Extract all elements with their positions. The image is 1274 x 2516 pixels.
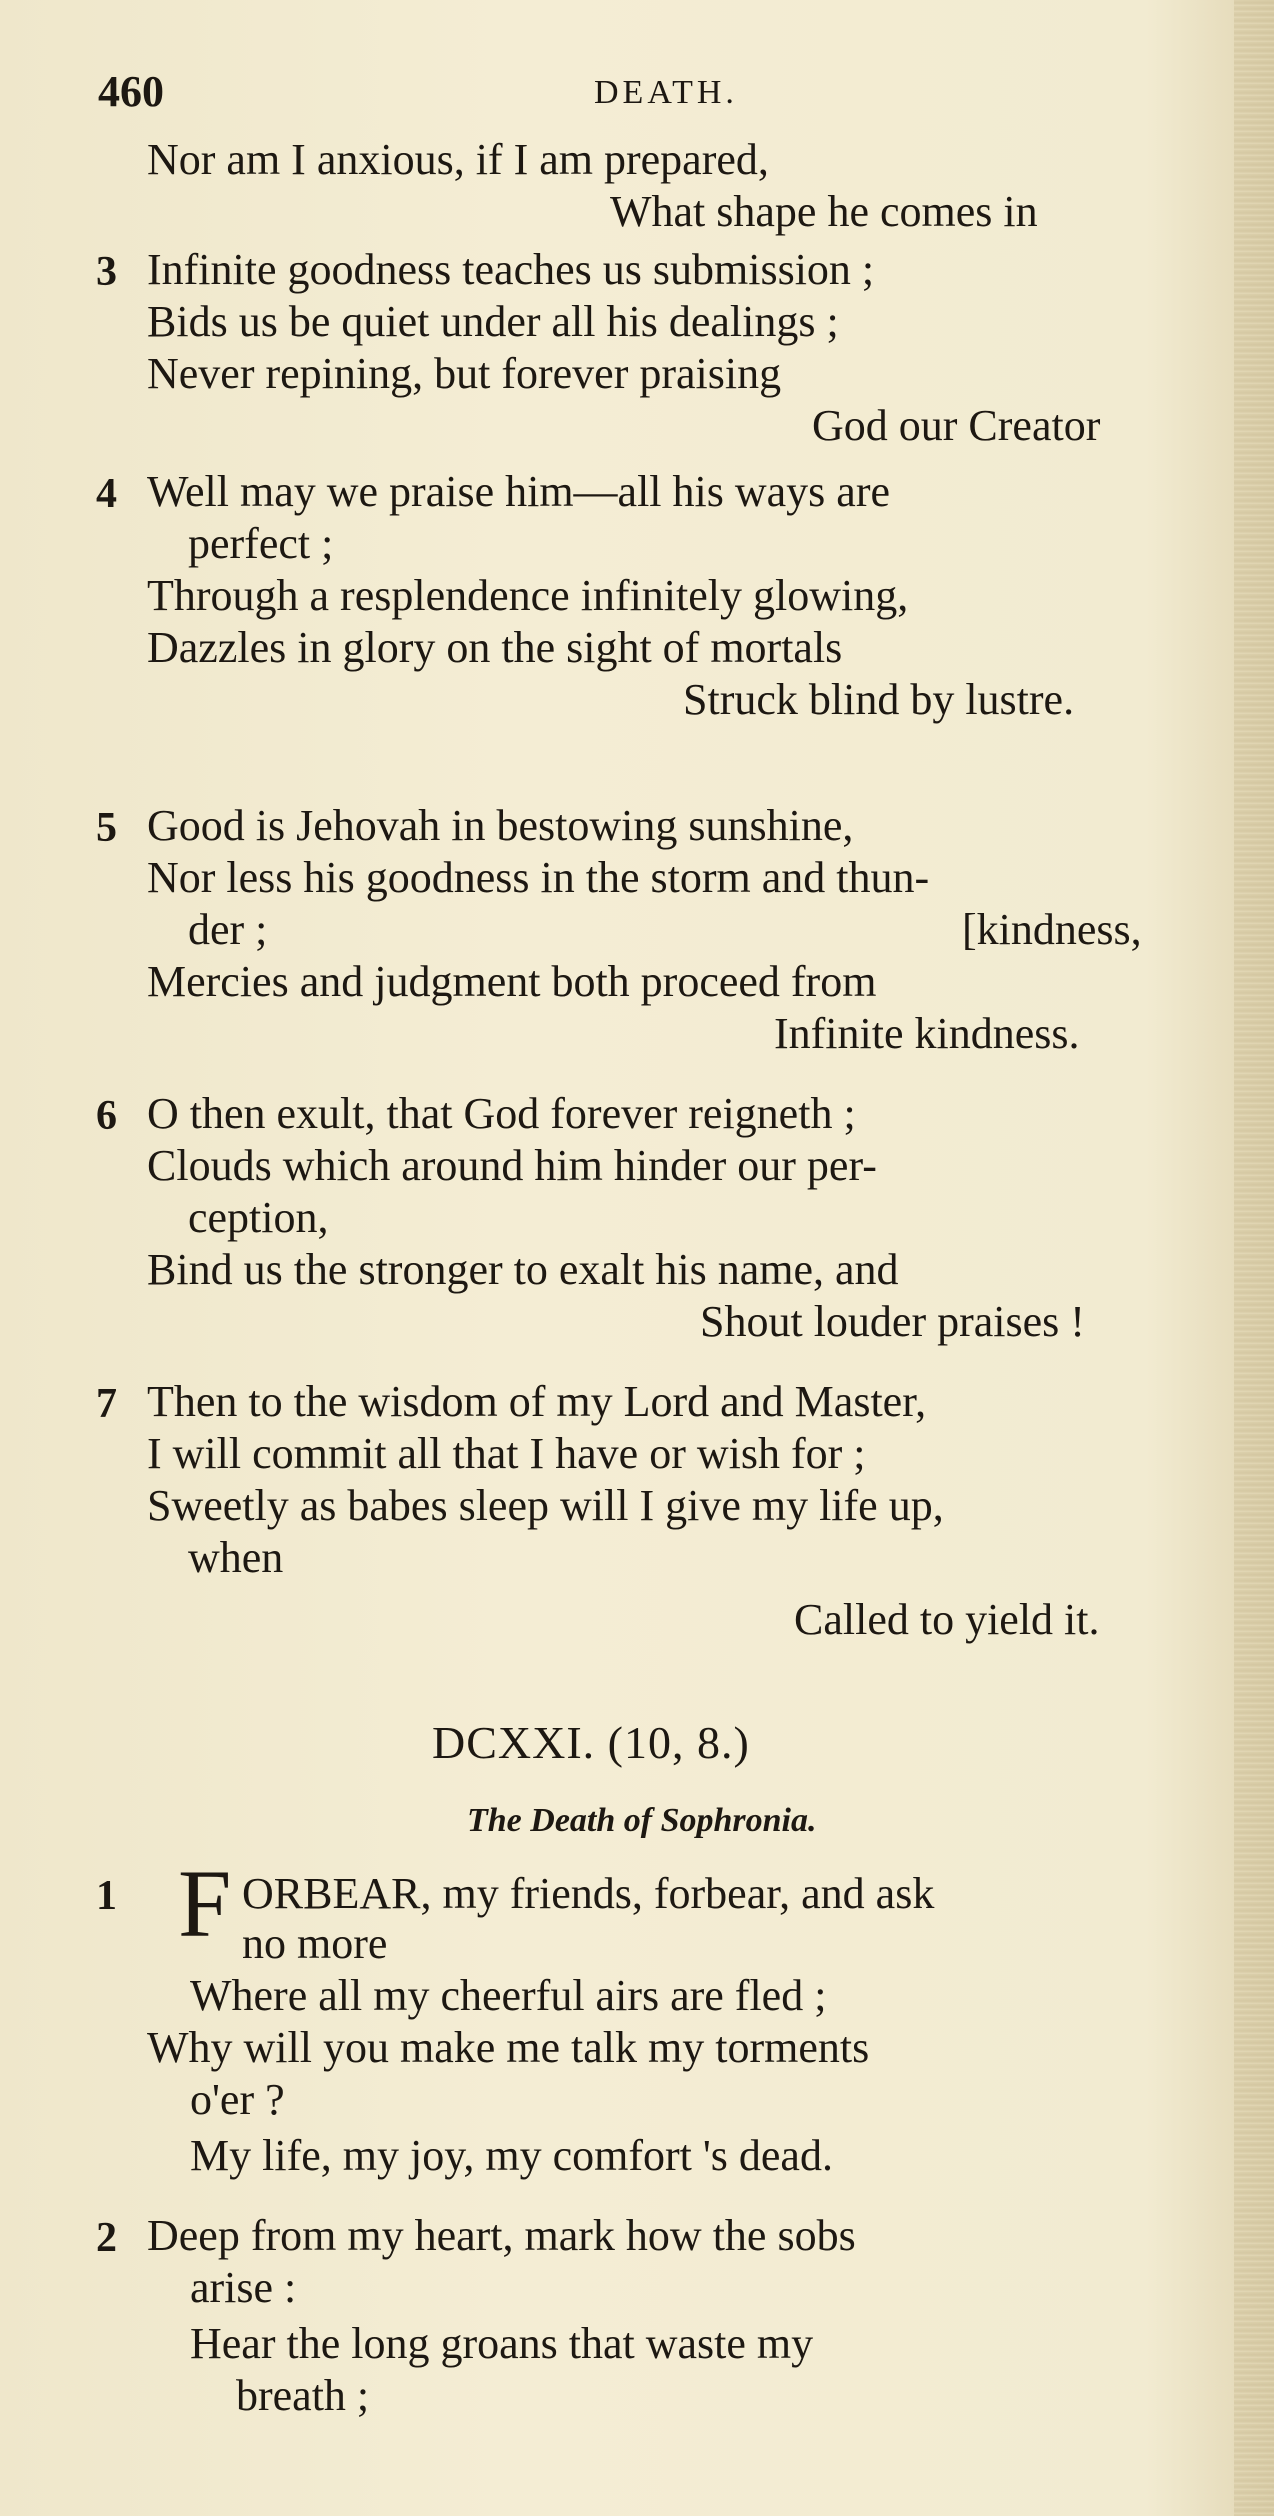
verse-line: Then to the wisdom of my Lord and Master, [147,1377,927,1426]
verse-line: Sweetly as babes sleep will I give my life up, [147,1481,944,1530]
verse-line: Good is Jehovah in bestowing sunshine, [147,801,854,850]
verse-line: Called to yield it. [794,1595,1100,1644]
verse-line: My life, my joy, my comfort 's dead. [190,2131,833,2180]
page-number: 460 [98,67,164,116]
verse-line: arise : [190,2263,297,2312]
hymn-subtitle: The Death of Sophronia. [467,1802,817,1839]
verse-line: ception, [188,1193,329,1242]
stanza-number: 3 [96,249,117,295]
verse-line: Nor am I anxious, if I am prepared, [147,135,769,184]
running-title: DEATH. [594,74,738,111]
drop-cap: F [178,1850,232,1957]
stanza-number: 5 [96,805,117,851]
verse-line: o'er ? [190,2075,285,2124]
stanza-number: 6 [96,1093,117,1139]
stanza-number: 2 [96,2215,117,2261]
verse-line: Nor less his goodness in the storm and thun- [147,853,930,902]
verse-line: Why will you make me talk my torments [147,2023,870,2072]
stanza-number: 4 [96,471,117,517]
verse-line: breath ; [236,2371,370,2420]
verse-line: Through a resplendence infinitely glowing, [147,571,909,620]
verse-line: Deep from my heart, mark how the sobs [147,2211,856,2260]
verse-line: when [188,1533,284,1582]
verse-line: Shout louder praises ! [700,1297,1085,1346]
verse-line: What shape he comes in [610,187,1038,236]
hymn-title: DCXXI. (10, 8.) [432,1717,750,1768]
verse-line: Dazzles in glory on the sight of mortals [147,623,843,672]
verse-line: [kindness, [962,905,1142,954]
verse-line: Bind us the stronger to exalt his name, and [147,1245,899,1294]
page-edge [1234,0,1274,2516]
verse-line: Infinite goodness teaches us submission ; [147,245,875,294]
stanza-number: 1 [96,1873,117,1919]
verse-line: Infinite kindness. [774,1009,1080,1058]
verse-line: God our Creator [812,401,1101,450]
verse-line: Never repining, but forever praising [147,349,782,398]
verse-line: perfect ; [188,519,334,568]
verse-line: Mercies and judgment both proceed from [147,957,877,1006]
verse-line: Where all my cheerful airs are fled ; [190,1971,827,2020]
verse-line: Clouds which around him hinder our per- [147,1141,877,1190]
verse-line: ORBEAR, my friends, forbear, and ask [242,1869,935,1918]
verse-line: O then exult, that God forever reigneth ; [147,1089,856,1138]
verse-line: Hear the long groans that waste my [190,2319,814,2368]
verse-line: I will commit all that I have or wish for ; [147,1429,866,1478]
verse-line: Struck blind by lustre. [683,675,1075,724]
stanza-number: 7 [96,1381,117,1427]
verse-line: der ; [188,905,268,954]
verse-line: Well may we praise him—all his ways are [147,467,891,516]
verse-line: Bids us be quiet under all his dealings ; [147,297,839,346]
verse-line: no more [242,1919,388,1968]
